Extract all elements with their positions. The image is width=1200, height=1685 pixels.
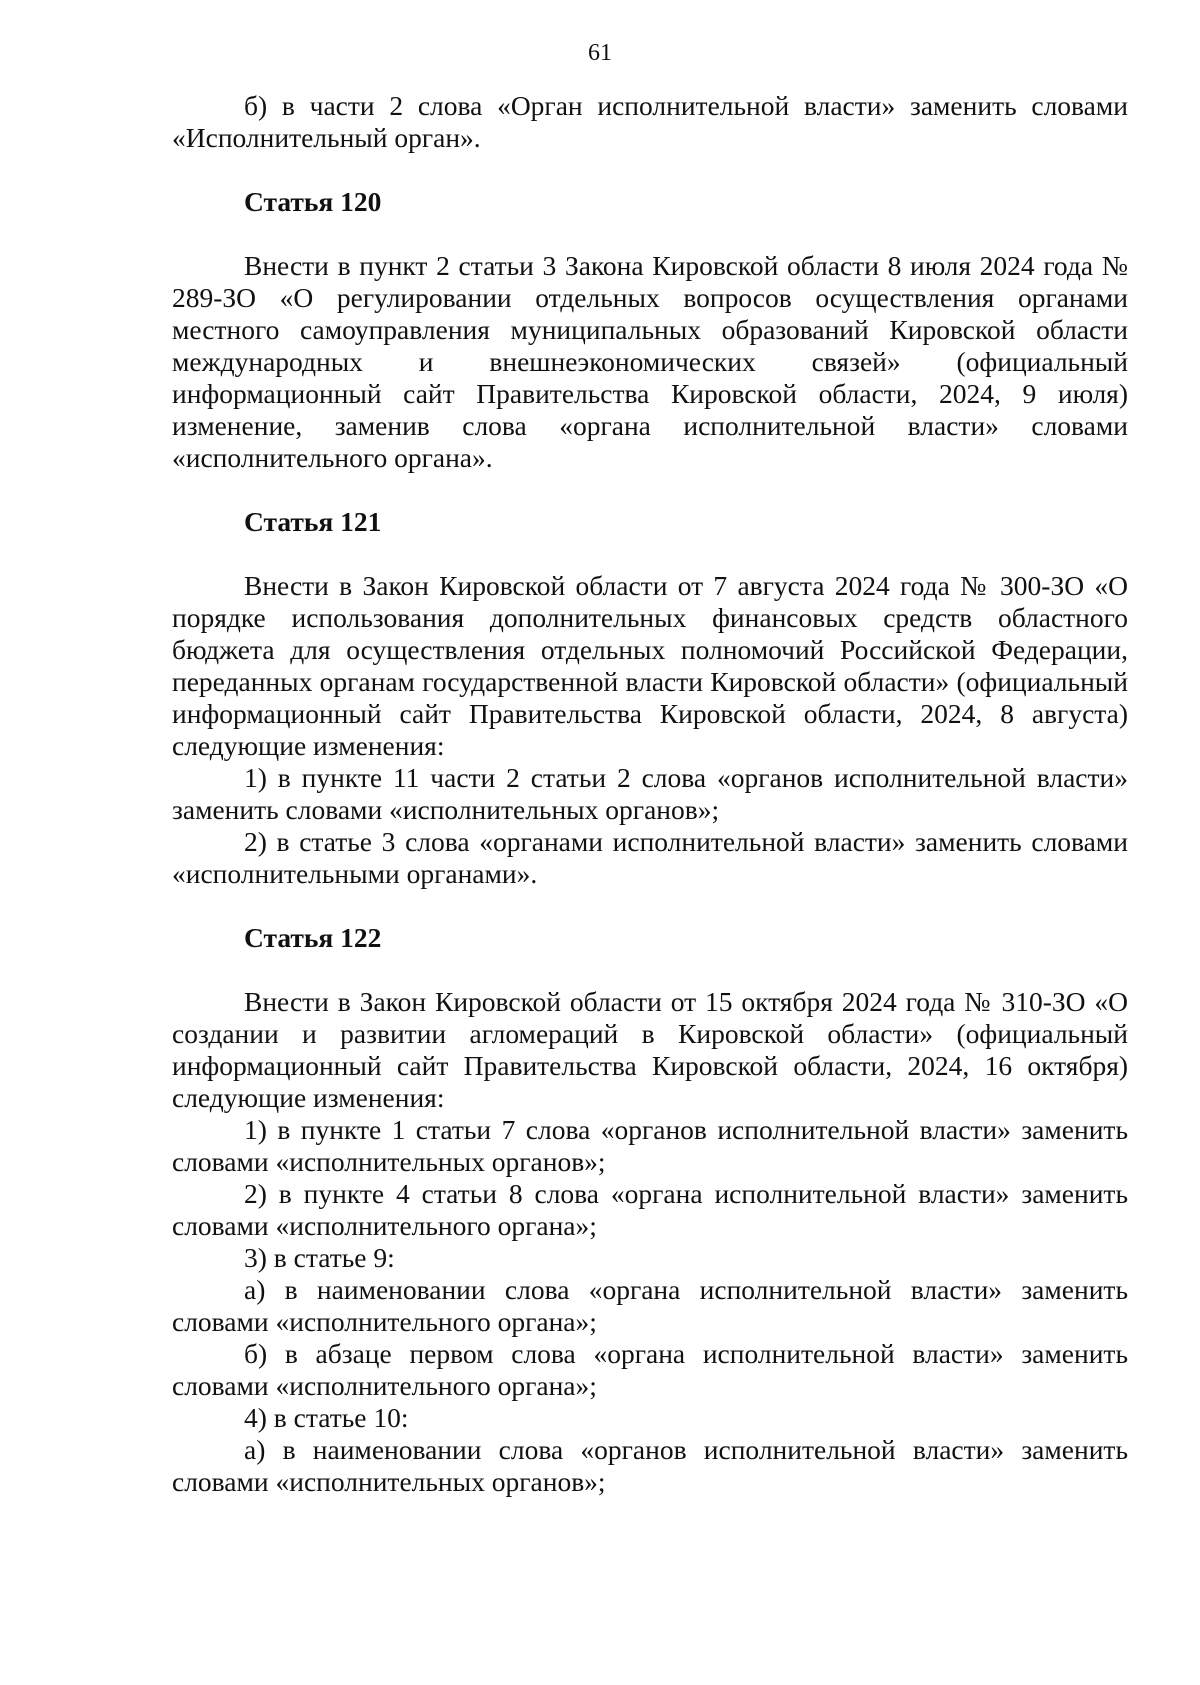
intro-paragraph: б) в части 2 слова «Орган исполнительной власти» заменить словами «Исполнительный орган». [172,90,1128,153]
article-subitem: а) в наименовании слова «органов исполнительной власти» заменить словами «исполнительных органов»; [172,1434,1128,1497]
article-list-item: 3) в статье 9: [244,1242,395,1273]
page-number: 61 [588,40,612,66]
article-120 [172,186,1128,474]
article-122 [172,922,1128,1498]
article-heading: Статья 121 [244,506,382,537]
article-list-item: 1) в пункте 11 части 2 статьи 2 слова «органов исполнительной власти» заменить словами «исполнительных органов»; [172,762,1128,825]
article-list-item: 2) в пункте 4 статьи 8 слова «органа исполнительной власти» заменить словами «исполнительного органа»; [172,1178,1128,1241]
article-121 [172,506,1128,890]
article-list-item: 4) в статье 10: [244,1402,409,1433]
article-paragraph: Внести в пункт 2 статьи 3 Закона Кировской области 8 июля 2024 года № 289-ЗО «О регулировании отдельных вопросов осуществления органами местного самоуправления муниципальных образований Кировской области международных и внешнеэкономических связей» (официальный информационный сайт Правительства Кировской области, 2024, 9 июля) изменение, заменив слова «органа исполнительной власти» словами «исполнительного органа». [172,250,1128,473]
article-paragraph: Внести в Закон Кировской области от 7 августа 2024 года № 300-ЗО «О порядке использования дополнительных финансовых средств областного бюджета для осуществления отдельных полномочий Российской Федерации, переданных органам государственной власти Кировской области» (официальный информационный сайт Правительства Кировской области, 2024, 8 августа) следующие изменения: [172,570,1128,761]
article-list-item: 2) в статье 3 слова «органами исполнительной власти» заменить словами «исполнительными органами». [172,826,1128,889]
article-paragraph: Внести в Закон Кировской области от 15 октября 2024 года № 310-ЗО «О создании и развитии агломераций в Кировской области» (официальный информационный сайт Правительства Кировской области, 2024, 16 октября) следующие изменения: [172,986,1128,1113]
document-body [172,90,1128,1498]
article-heading: Статья 122 [244,922,382,953]
article-heading: Статья 120 [244,186,382,217]
article-subitem: б) в абзаце первом слова «органа исполнительной власти» заменить словами «исполнительного органа»; [172,1338,1128,1401]
article-subitem: а) в наименовании слова «органа исполнительной власти» заменить словами «исполнительного органа»; [172,1274,1128,1337]
article-list-item: 1) в пункте 1 статьи 7 слова «органов исполнительной власти» заменить словами «исполнительных органов»; [172,1114,1128,1177]
